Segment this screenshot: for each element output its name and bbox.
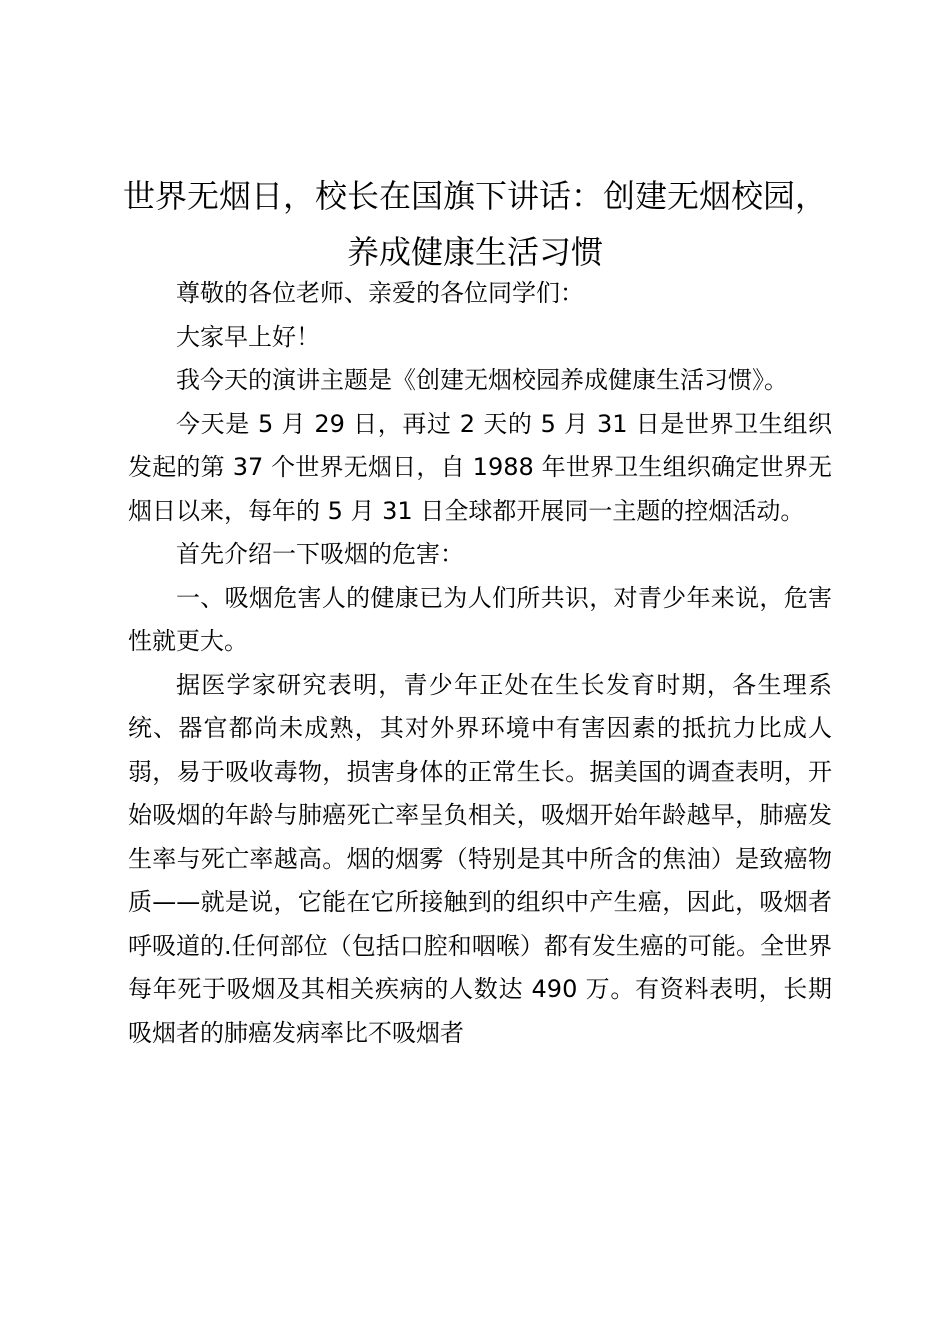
paragraph-harm-intro: 首先介绍一下吸烟的危害： xyxy=(176,540,464,568)
document-title: 世界无烟日，校长在国旗下讲话：创建无烟校园，养成健康生活习惯 xyxy=(122,177,827,271)
paragraph-greeting: 大家早上好！ xyxy=(176,322,320,351)
paragraph-research: 据医学家研究表明，青少年正处在生长发育时期，各生理系统、器官都尚未成熟，其对外界环境中有害因素的抵抗力比成人弱，易于吸收毒物，损害身体的正常生长。据美国的调查表明，开始吸烟的年龄与肺癌死亡率呈负相关，吸烟开始年龄越早，肺癌发生率与死亡率越高。烟的烟雾（特别是其中所含的焦油）是致癌物质——就是说，它能在它所接触到的组织中产生癌，因此，吸烟者呼吸道的.任何部位（包括口腔和咽喉）都有发生癌的可能。全世界每年死于吸烟及其相关疾病的人数达 490 万。有资料表明，长期吸烟者的肺癌发病率比不吸烟者 xyxy=(128,670,832,1047)
paragraph-date-intro: 今天是 5 月 29 日，再过 2 天的 5 月 31 日是世界卫生组织发起的第 37 个世界无烟日，自 1988 年世界卫生组织确定世界无烟日以来，每年的 5 月 31 日全球都开展同一主题的控烟活动。 xyxy=(128,409,832,525)
document-body xyxy=(128,272,832,1055)
paragraph-topic: 我今天的演讲主题是《创建无烟校园养成健康生活习惯》。 xyxy=(176,366,788,394)
paragraph-section-one: 一、吸烟危害人的健康已为人们所共识，对青少年来说，危害性就更大。 xyxy=(128,583,832,655)
paragraph-salutation: 尊敬的各位老师、亲爱的各位同学们： xyxy=(176,279,584,307)
